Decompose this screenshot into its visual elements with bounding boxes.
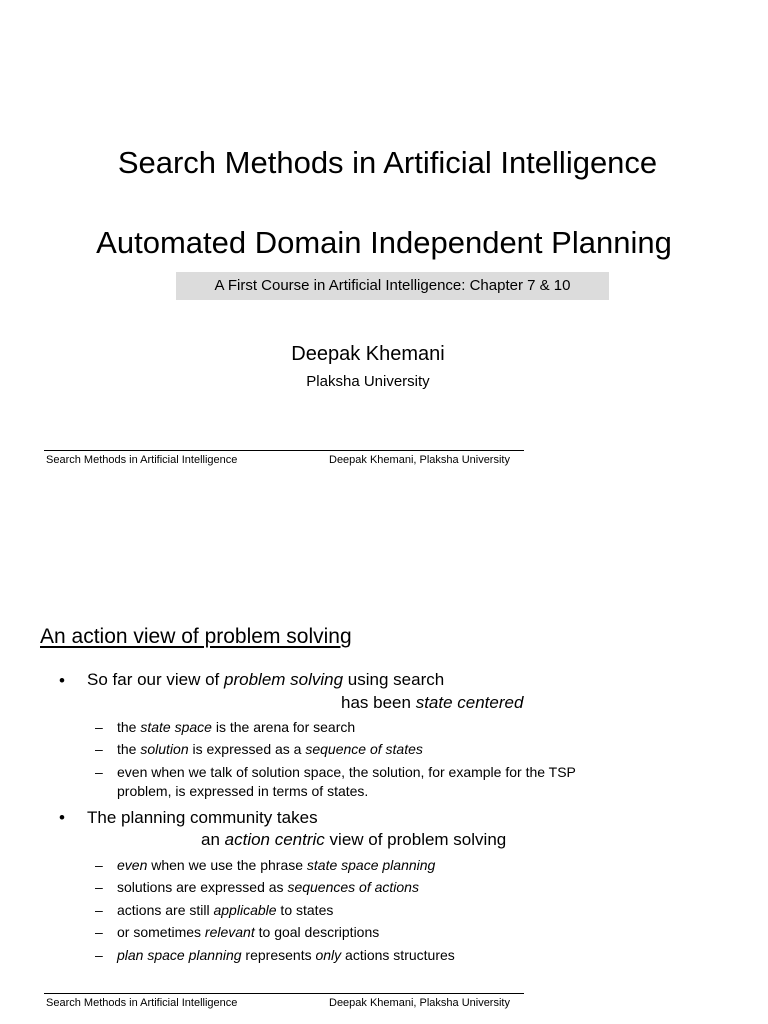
sub-bullet-marker: –: [95, 924, 103, 940]
sub-bullet-marker: –: [95, 857, 103, 873]
sub2-item2: solutions are expressed as sequences of actions: [117, 879, 419, 895]
bullet-marker: •: [59, 808, 65, 827]
bullet-marker: •: [59, 671, 65, 690]
footer-left-text: Search Methods in Artificial Intelligence: [46, 997, 238, 1009]
sub2-item1: even when we use the phrase state space planning: [117, 857, 436, 873]
footer-right-text: Deepak Khemani, Plaksha University: [329, 454, 510, 466]
sub2-item3: actions are still applicable to states: [117, 902, 334, 918]
sub1-item3-line1: even when we talk of solution space, the solution, for example for the TSP: [117, 764, 576, 780]
sub-bullet-marker: –: [95, 741, 103, 757]
sub2-item4: or sometimes relevant to goal descriptions: [117, 924, 380, 940]
bullet2-line2: an action centric view of problem solving: [201, 830, 507, 849]
slide1-title-line1: Search Methods in Artificial Intelligence: [117, 145, 658, 180]
sub-bullet-marker: –: [95, 947, 103, 963]
author-affiliation: Plaksha University: [306, 373, 430, 390]
sub1-item1: the state space is the arena for search: [117, 719, 356, 735]
sub1-item3-line2: problem, is expressed in terms of states.: [117, 783, 369, 799]
sub1-item2: the solution is expressed as a sequence of states: [117, 741, 423, 757]
slide1-title-line2: Automated Domain Independent Planning: [96, 225, 672, 260]
footer-right-text: Deepak Khemani, Plaksha University: [329, 997, 510, 1009]
sub-bullet-marker: –: [95, 764, 103, 780]
footer-left-text: Search Methods in Artificial Intelligence: [46, 454, 238, 466]
footer-divider: [44, 993, 524, 994]
bullet1-line2: has been state centered: [341, 693, 524, 712]
sub2-item5: plan space planning represents only actions structures: [117, 947, 455, 963]
sub-bullet-marker: –: [95, 879, 103, 895]
sub-bullet-marker: –: [95, 902, 103, 918]
author-name: Deepak Khemani: [291, 343, 445, 365]
bullet2-line1: The planning community takes: [87, 808, 318, 827]
book-reference: A First Course in Artificial Intelligence: Chapter 7 & 10: [214, 277, 571, 294]
footer-divider: [44, 450, 524, 451]
bullet1-line1: So far our view of problem solving using search: [87, 670, 445, 689]
sub-bullet-marker: –: [95, 719, 103, 735]
slide2-heading: An action view of problem solving: [40, 625, 352, 648]
